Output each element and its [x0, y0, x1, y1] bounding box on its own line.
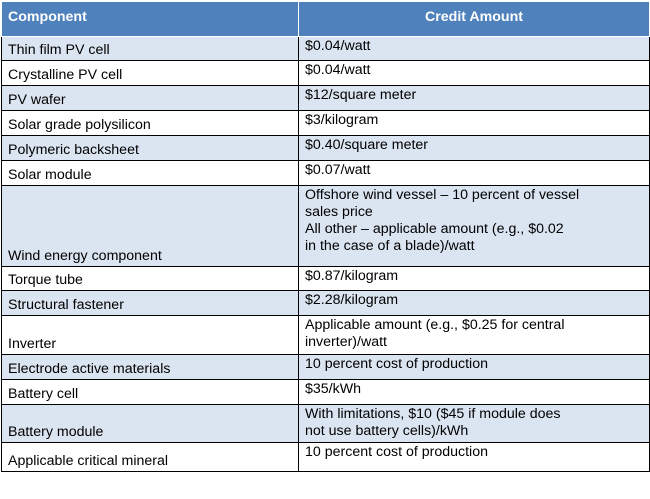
credit-amount-line: $0.87/kilogram	[305, 268, 399, 284]
credit-amount-line: $2.28/kilogram	[305, 292, 399, 308]
component-cell: Solar grade polysilicon	[2, 111, 299, 136]
component-cell: Electrode active materials	[2, 355, 299, 380]
component-cell: Crystalline PV cell	[2, 61, 299, 86]
component-cell: Battery module	[2, 405, 299, 443]
table-row	[2, 86, 650, 111]
credit-amount-cell	[299, 136, 650, 161]
table-row	[2, 291, 650, 316]
component-cell: Wind energy component	[2, 186, 299, 267]
component-cell: Battery cell	[2, 380, 299, 405]
table-row	[2, 37, 650, 61]
credit-amount-cell	[299, 380, 650, 405]
credit-amount-cell	[299, 186, 650, 267]
table-row	[2, 186, 650, 267]
credit-amount-line: With limitations, $10 ($45 if module does	[305, 406, 561, 422]
table-row	[2, 136, 650, 161]
table-row	[2, 61, 650, 86]
credit-amount-line: not use battery cells)/kWh	[305, 423, 469, 439]
credit-amount-cell	[299, 267, 650, 291]
credit-amount-cell	[299, 61, 650, 86]
credit-amount-cell	[299, 291, 650, 316]
credit-amount-line: $3/kilogram	[305, 112, 379, 128]
table-row	[2, 405, 650, 443]
credit-amount-cell	[299, 86, 650, 111]
credit-amount-cell	[299, 405, 650, 443]
component-cell: Structural fastener	[2, 291, 299, 316]
table-row	[2, 161, 650, 186]
credit-amount-line: $0.04/watt	[305, 38, 371, 54]
credit-amount-cell	[299, 316, 650, 355]
credit-amount-line: inverter)/watt	[305, 334, 387, 350]
credit-amount-line: Offshore wind vessel – 10 percent of vessel	[305, 187, 580, 203]
credit-amount-cell	[299, 443, 650, 472]
component-cell: Thin film PV cell	[2, 37, 299, 61]
credit-amount-cell	[299, 355, 650, 380]
credit-amount-line: in the case of a blade)/watt	[305, 238, 475, 254]
table-row	[2, 316, 650, 355]
table-row	[2, 380, 650, 405]
credit-amount-line: All other – applicable amount (e.g., $0.02	[305, 221, 564, 237]
credit-amount-line: sales price	[305, 204, 373, 220]
credit-amount-line: $35/kWh	[305, 381, 361, 397]
component-cell: Torque tube	[2, 267, 299, 291]
credit-amount-line: 10 percent cost of production	[305, 356, 488, 372]
column-header-credit-amount: Credit Amount	[299, 2, 650, 37]
table-row	[2, 443, 650, 472]
credit-amount-line: $0.04/watt	[305, 62, 371, 78]
component-cell: Inverter	[2, 316, 299, 355]
table-row	[2, 111, 650, 136]
credit-amount-line: $0.40/square meter	[305, 137, 429, 153]
credit-amount-line: $0.07/watt	[305, 162, 371, 178]
column-header-component: Component	[2, 2, 299, 37]
credit-amount-line: $12/square meter	[305, 87, 417, 103]
component-cell: Applicable critical mineral	[2, 443, 299, 472]
component-cell: PV wafer	[2, 86, 299, 111]
credit-amount-line: 10 percent cost of production	[305, 444, 488, 460]
component-cell: Polymeric backsheet	[2, 136, 299, 161]
table-row	[2, 267, 650, 291]
component-cell: Solar module	[2, 161, 299, 186]
credit-amount-cell	[299, 111, 650, 136]
table-header-row	[2, 2, 650, 37]
credit-amount-cell	[299, 37, 650, 61]
credit-amount-table	[1, 1, 650, 472]
credit-amount-line: Applicable amount (e.g., $0.25 for central	[305, 317, 565, 333]
credit-amount-cell	[299, 161, 650, 186]
table-body	[2, 37, 650, 472]
table-row	[2, 355, 650, 380]
